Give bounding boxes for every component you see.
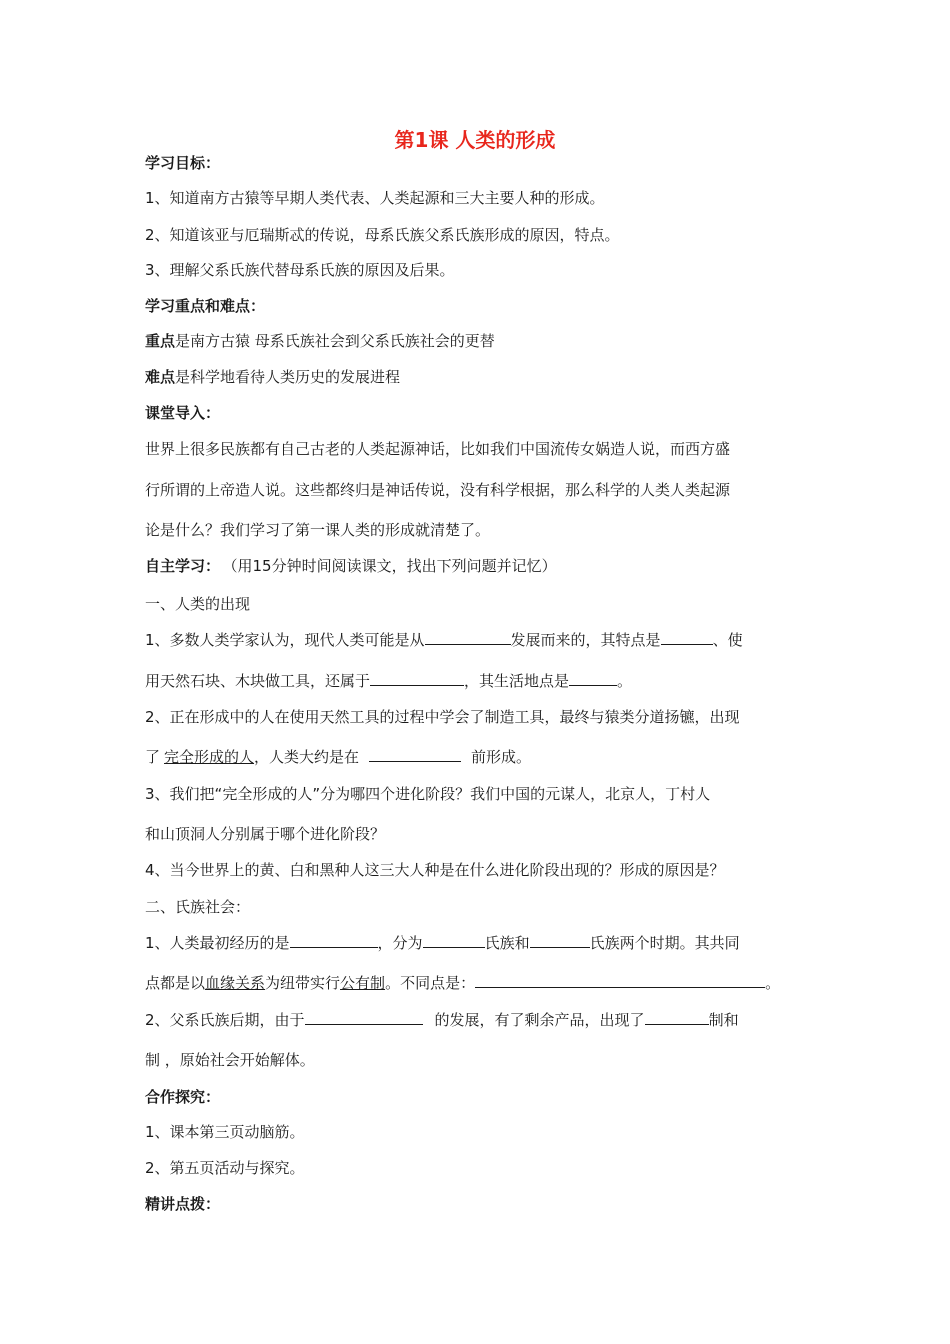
answer-blank[interactable] [425, 630, 511, 645]
answer-blank[interactable] [661, 630, 713, 645]
question-line [145, 972, 825, 994]
question-text: 用天然石块、木块做工具，还属于 [145, 672, 371, 690]
answer-blank[interactable] [290, 933, 378, 948]
question-line [145, 746, 825, 768]
question-line: 制 ，原始社会开始解体。 [145, 1051, 315, 1069]
underlined-answer: 完全形成的人 [164, 748, 255, 766]
question-line [145, 629, 825, 651]
question-line [145, 932, 825, 954]
answer-blank[interactable] [423, 933, 485, 948]
cooperate-heading: 合作探究： [145, 1088, 221, 1106]
question-text: 氏族两个时期。其共同 [589, 934, 740, 952]
answer-blank[interactable] [645, 1010, 709, 1025]
section-two-heading: 二、氏族社会： [145, 898, 251, 916]
answer-blank[interactable] [475, 973, 765, 988]
cooperate-item: 2、第五页活动与探究。 [145, 1159, 305, 1177]
question-text: ，人类大约是在 [254, 748, 360, 766]
answer-blank[interactable] [305, 1010, 423, 1025]
objectives-heading: 学习目标： [145, 154, 221, 172]
question-text: 的发展，有了剩余产品，出现了 [434, 1011, 645, 1029]
underlined-answer: 公有制 [340, 974, 386, 992]
question-text: ，分为 [377, 934, 423, 952]
question-text: 点都是以 [145, 974, 206, 992]
explain-heading: 精讲点拨： [145, 1195, 221, 1213]
difficulty-line [145, 366, 825, 388]
intro-paragraph-line: 论是什么？我们学习了第一课人类的形成就清楚了。 [145, 521, 491, 539]
question-text: 2、父系氏族后期，由于 [145, 1011, 305, 1029]
focus-label: 重点 [145, 332, 176, 350]
self-study-line [145, 555, 825, 577]
question-line: 2、正在形成中的人在使用天然工具的过程中学会了制造工具，最终与猿类分道扬镳，出现 [145, 708, 740, 726]
self-study-note: （用15分钟时间阅读课文，找出下列问题并记忆） [230, 557, 557, 575]
question-text: 为纽带实行 [265, 974, 341, 992]
answer-blank[interactable] [569, 671, 617, 686]
intro-heading: 课堂导入： [145, 404, 221, 422]
objective-item: 3、理解父系氏族代替母系氏族的原因及后果。 [145, 261, 455, 279]
question-line: 3、我们把“完全形成的人”分为哪四个进化阶段？我们中国的元谋人，北京人，丁村人 [145, 785, 711, 803]
question-line: 和山顶洞人分别属于哪个进化阶段？ [145, 825, 386, 843]
intro-paragraph-line: 世界上很多民族都有自己古老的人类起源神话，比如我们中国流传女娲造人说，而西方盛 [145, 440, 731, 458]
question-text: 。 [617, 672, 633, 690]
intro-paragraph-line: 行所谓的上帝造人说。这些都终归是神话传说，没有科学根据，那么科学的人类人类起源 [145, 481, 731, 499]
objective-item: 1、知道南方古猿等早期人类代表、人类起源和三大主要人种的形成。 [145, 189, 605, 207]
question-text: 1、多数人类学家认为，现代人类可能是从 [145, 631, 425, 649]
question-text: 前形成。 [471, 748, 532, 766]
question-text: 。 [765, 974, 781, 992]
question-line [145, 670, 825, 692]
question-text: ，其生活地点是 [464, 672, 570, 690]
focus-line [145, 330, 825, 352]
underlined-answer: 血缘关系 [205, 974, 266, 992]
question-text: 氏族和 [484, 934, 530, 952]
answer-blank[interactable] [530, 933, 590, 948]
answer-blank[interactable] [370, 671, 464, 686]
question-line: 4、当今世界上的黄、白和黑种人这三大人种是在什么进化阶段出现的？形成的原因是？ [145, 861, 725, 879]
answer-blank[interactable] [369, 747, 461, 762]
question-text: 1、人类最初经历的是 [145, 934, 290, 952]
cooperate-item: 1、课本第三页动脑筋。 [145, 1123, 305, 1141]
keypoints-heading: 学习重点和难点： [145, 297, 266, 315]
question-text: 发展而来的，其特点是 [510, 631, 661, 649]
lesson-title: 第1课 人类的形成 [394, 128, 556, 152]
question-text: 。不同点是： [385, 974, 476, 992]
question-text: 了 [145, 748, 161, 766]
objective-item: 2、知道该亚与厄瑞斯忒的传说，母系氏族父系氏族形成的原因，特点。 [145, 226, 620, 244]
question-text: 、使 [712, 631, 743, 649]
question-text: 制和 [708, 1011, 739, 1029]
self-study-heading: 自主学习： [145, 557, 221, 575]
difficulty-label: 难点 [145, 368, 176, 386]
focus-text: 是南方古猿 母系氏族社会到父系氏族社会的更替 [175, 332, 495, 350]
question-line [145, 1009, 825, 1031]
difficulty-text: 是科学地看待人类历史的发展进程 [175, 368, 401, 386]
section-one-heading: 一、人类的出现 [145, 595, 251, 613]
